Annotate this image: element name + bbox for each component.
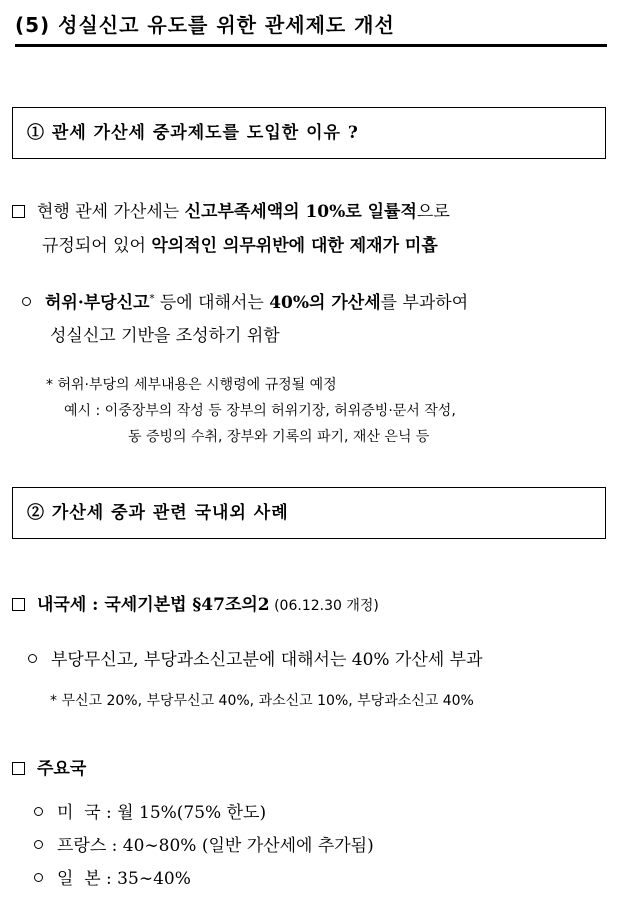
question-box-1: ① 관세 가산세 중과제도를 도입한 이유 ? xyxy=(12,107,606,159)
square-bullet-icon xyxy=(12,762,25,775)
domestic-title: 내국세 : 국세기본법 §47조의2 (06.12.30 개정) xyxy=(12,590,379,615)
circle-bullet-icon xyxy=(28,654,37,663)
note-line-3: 동 증빙의 수취, 장부와 기록의 파기, 재산 은닉 등 xyxy=(128,429,430,445)
question-box-2: ② 가산세 중과 관련 국내외 사례 xyxy=(12,487,606,539)
domestic-item: 부당무신고, 부당과소신고분에 대해서는 40% 가산세 부과 xyxy=(28,645,483,670)
major-item-usa: 미 국 : 월 15%(75% 한도) xyxy=(34,798,266,823)
square-bullet-icon xyxy=(12,205,25,218)
circle-bullet-icon xyxy=(34,807,43,816)
circle-bullet-icon xyxy=(34,840,43,849)
major-item-japan: 일 본 : 35∼40% xyxy=(34,864,191,889)
major-countries-title: 주요국 xyxy=(12,754,86,779)
circle-bullet-icon xyxy=(34,873,43,882)
note-line-2: 예시 : 이중장부의 작성 등 장부의 허위기장, 허위증빙·문서 작성, xyxy=(64,403,456,419)
paragraph-2-line-2: 성실신고 기반을 조성하기 위함 xyxy=(50,326,280,346)
paragraph-1-line-1: 현행 관세 가산세는 신고부족세액의 10%로 일률적으로 xyxy=(12,197,450,222)
square-bullet-icon xyxy=(12,598,25,611)
section-heading: (5) 성실신고 유도를 위한 관세제도 개선 xyxy=(15,8,607,47)
note-line-1: * 허위·부당의 세부내용은 시행령에 규정될 예정 xyxy=(46,377,337,393)
circle-bullet-icon xyxy=(22,297,31,306)
paragraph-1-line-2: 규정되어 있어 악의적인 의무위반에 대한 제재가 미흡 xyxy=(42,236,438,256)
paragraph-2-line-1: 허위·부당신고* 등에 대해서는 40%의 가산세를 부과하여 xyxy=(22,288,468,313)
domestic-note: * 무신고 20%, 부당무신고 40%, 과소신고 10%, 부당과소신고 40% xyxy=(50,693,474,709)
major-item-france: 프랑스 : 40∼80% (일반 가산세에 추가됨) xyxy=(34,831,374,856)
